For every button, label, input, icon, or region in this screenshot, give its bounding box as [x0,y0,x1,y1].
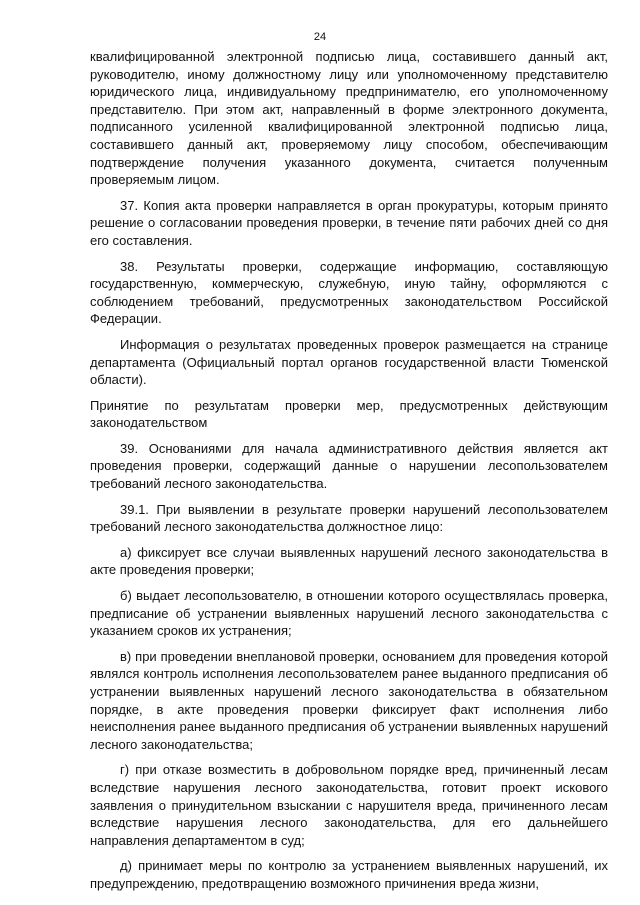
list-item-a: а) фиксирует все случаи выявленных нарушений лесного законодательства в акте проведения проверки; [90,544,608,578]
document-body [90,48,608,893]
list-item-b: б) выдает лесопользователю, в отношении которого осуществлялась проверка, предписание об устранении выявленных нарушений лесного законодательства с указанием сроков их устранения; [90,588,608,639]
paragraph-39-1: 39.1. При выявлении в результате проверки нарушений лесопользователем требований лесного законодательства должностное лицо: [90,501,608,535]
paragraph-continuation: квалифицированной электронной подписью лица, составившего данный акт, руководителю, иному должностному лицу или уполномоченному представителю юридического лица, индивидуальному предпринимателю, его уполномоченному представителю. При этом акт, направленный в форме электронного документа, подписанного усиленной квалифицированной электронной подписью лица, составившего данный акт, проверяемому лицу способом, обеспечивающим подтверждение получения указанного документа, считается полученным проверяемым лицом. [90,49,608,188]
paragraph-information-portal: Информация о результатах проведенных проверок размещается на странице департамента (Официальный портал органов государственной власти Тюменской области). [90,336,608,388]
section-heading-measures: Принятие по результатам проверки мер, предусмотренных действующим законодательством [90,397,608,431]
page-number: 24 [313,31,327,43]
paragraph-39: 39. Основаниями для начала административного действия является акт проведения проверки, содержащий данные о нарушении лесопользователем требований лесного законодательства. [90,440,608,492]
list-item-g: г) при отказе возместить в добровольном порядке вред, причиненный лесам вследствие нарушения лесного законодательства, готовит проект искового заявления о принудительном взыскании с нарушителя вреда, причиненного лесам вследствие нарушения лесного законодательства, для его дальнейшего направления департаментом в суд; [90,762,608,848]
paragraph-37: 37. Копия акта проверки направляется в орган прокуратуры, которым принято решение о согласовании проведения проверки, в течение пяти рабочих дней со дня его составления. [90,197,608,248]
list-item-v: в) при проведении внеплановой проверки, основанием для проведения которой являлся контроль исполнения лесопользователем ранее выданного предписания об устранении выявленных нарушений лесного законодательства в обязательном порядке, в акте проведения проверки фиксирует факт исполнения либо неисполнения ранее выданного предписания об устранении выявленных нарушений лесного законодательства; [90,648,608,752]
paragraph-38: 38. Результаты проверки, содержащие информацию, составляющую государственную, коммерческую, служебную, иную тайну, оформляются с соблюдением требований, предусмотренных законодательством Российской Федерации. [90,258,608,327]
list-item-d: д) принимает меры по контролю за устранением выявленных нарушений, их предупреждению, предотвращению возможного причинения вреда жизни, [90,858,608,891]
